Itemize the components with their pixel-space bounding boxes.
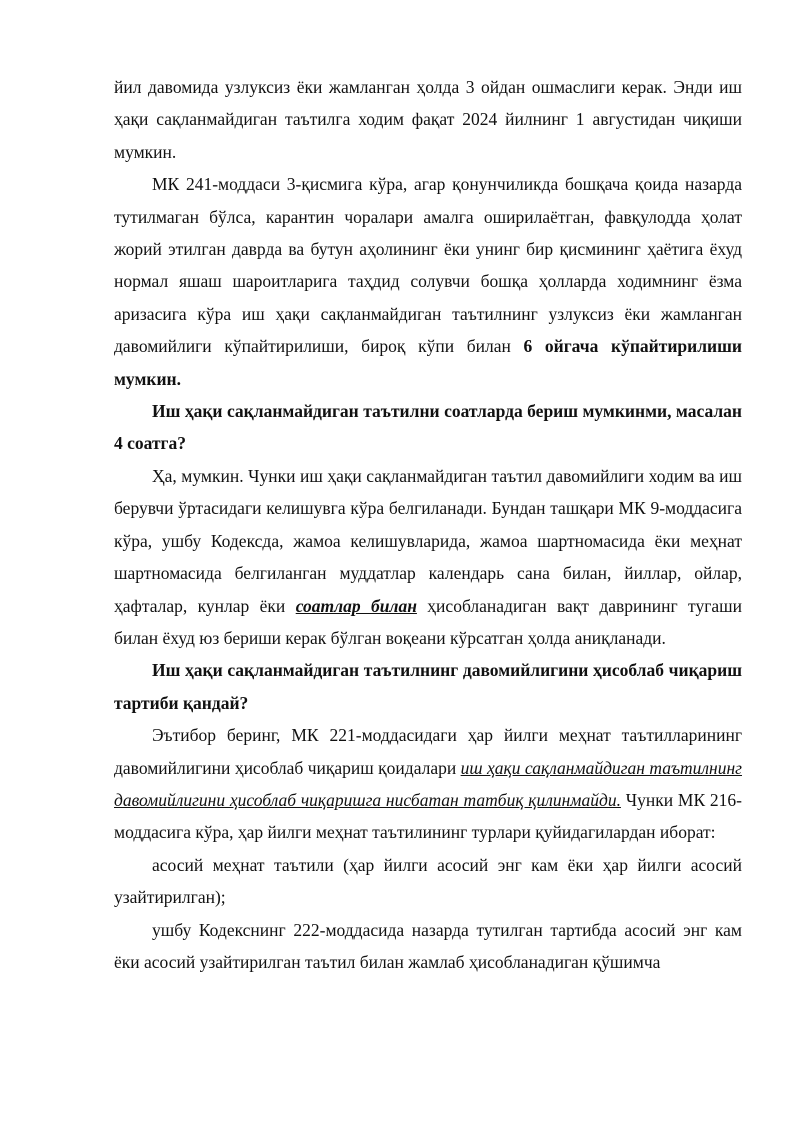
answer-hours-leave-text: Ҳа, мумкин. Чунки иш ҳақи сақланмайдиган таътил давомийлиги ходим ва иш берувчи ўртасидаги келишувга кўра белгиланади. Бундан ташқари МК 9-моддасига кўра, ушбу Кодексда, жамоа келишувларида, жамоа шартномасида ёки меҳнат шартномасида белгиланган муддатлар календарь сана билан, йиллар, ойлар, ҳафталар, кунлар ёки (114, 465, 742, 616)
paragraph-mk-241-text: МК 241-моддаси 3-қисмига кўра, агар қонунчиликда бошқача қоида назарда тутилмаган бўлса, карантин чоралари амалга оширилаётган, фавқулодда ҳолат жорий этилган даврда ва бутун аҳолининг ёки унинг бир қисмининг ҳаётига ёхуд нормал яшаш шароитларига таҳдид солувчи бошқа ҳолларда ходимнинг ёзма аризасига кўра иш ҳақи сақланмайдиган таътилнинг узлуксиз ёки жамланган давомийлиги кўпайтирилиши, бироқ кўпи билан (114, 174, 742, 357)
answer-hours-leave (114, 460, 742, 654)
question-duration-calculation: Иш ҳақи сақланмайдиган таътилнинг давомийлигини ҳисоблаб чиқариш тартиби қандай? (114, 660, 742, 713)
document-body (114, 71, 742, 978)
paragraph-mk-241 (114, 168, 742, 395)
answer-hours-leave-tail: ҳисобланадиган вақт даврининг тугаши билан ёхуд юз бериши керак бўлган воқеани кўрсатган ҳолда аниқланади. (114, 595, 742, 648)
answer-duration-emphasis: иш ҳақи сақланмайдиган таътилнинг давомийлигини ҳисоблаб чиқаришга нисбатан татбиқ қилинмайди. (114, 757, 742, 810)
list-item-basic-leave: асосий меҳнат таътили (ҳар йилги асосий энг кам ёки ҳар йилги асосий узайтирилган); (114, 854, 742, 908)
paragraph-continuation: йил давомида узлуксиз ёки жамланган ҳолда 3 ойдан ошмаслиги керак. Энди иш ҳақи сақланмайдиган таътилга ходим фақат 2024 йилнинг 1 августидан чиқиши мумкин. (114, 77, 742, 162)
list-item-additional-leave: ушбу Кодекснинг 222-моддасида назарда тутилган тартибда асосий энг кам ёки асосий узайтирилган таътил билан жамлаб ҳисобланадиган қўшимча (114, 919, 742, 972)
answer-duration-calculation (114, 719, 742, 849)
answer-duration-text: Эътибор беринг, МК 221-моддасидаги ҳар йилги меҳнат таътилларининг давомийлигини ҳисоблаб чиқариш қоидалари (114, 725, 742, 778)
answer-duration-tail: Чунки МК 216-моддасига кўра, ҳар йилги меҳнат таътилининг турлари қуйидагилардан иборат: (114, 789, 742, 843)
question-hours-leave: Иш ҳақи сақланмайдиган таътилни соатларда бериш мумкинми, масалан 4 соатга? (114, 401, 742, 454)
answer-hours-leave-emphasis: соатлар билан (295, 595, 417, 616)
paragraph-mk-241-bold: 6 ойгача кўпайтирилиши мумкин. (114, 336, 742, 389)
